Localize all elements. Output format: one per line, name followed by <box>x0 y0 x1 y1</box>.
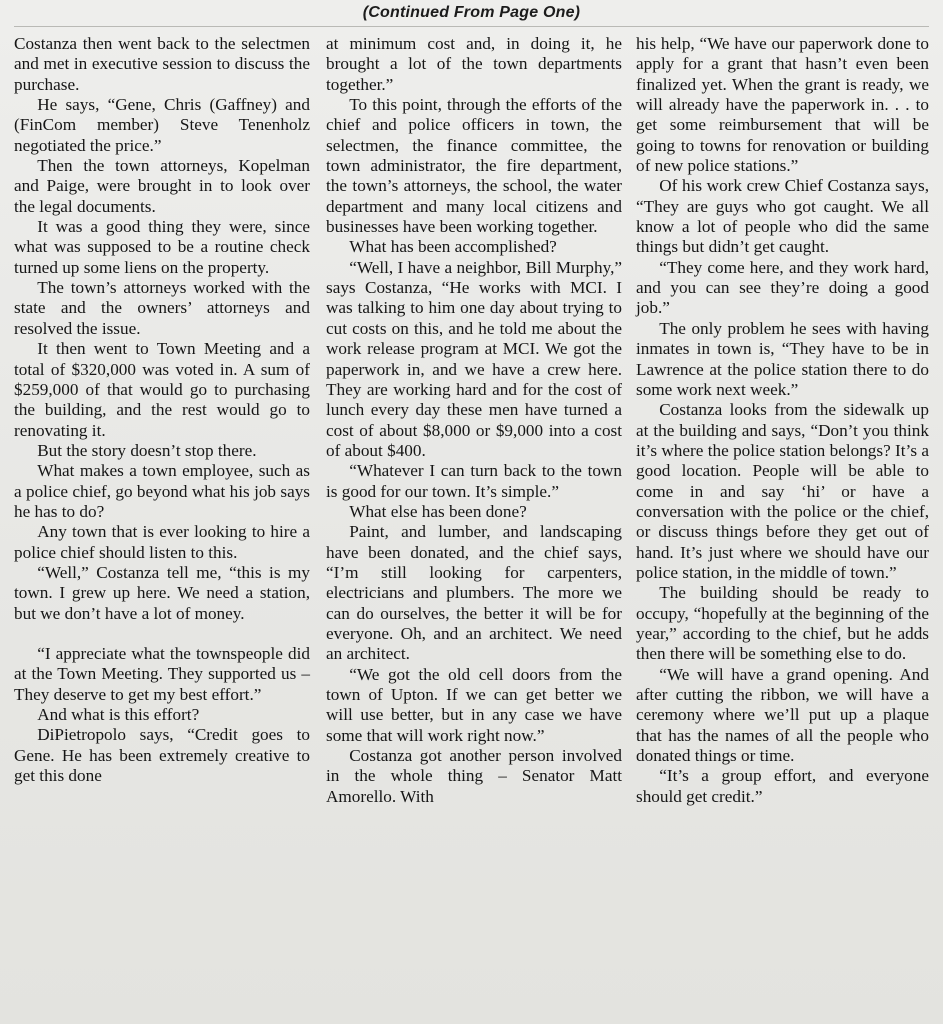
paragraph: Costanza looks from the sidewalk up at the building and says, “Don’t you think it’s where the police station belongs? It’s a good location. People will be able to come in and say ‘hi’ or have a conversation with the police or the chief, or discuss things before they get out of hand. It’s just where we should have our police station, in the middle of town.” <box>636 400 929 582</box>
paragraph: What makes a town employee, such as a police chief, go beyond what his job says he has to do? <box>14 461 310 521</box>
continued-from-page-one-banner: (Continued From Page One) <box>362 4 581 21</box>
paragraph: And what is this effort? <box>37 705 200 724</box>
paragraph: “Whatever I can turn back to the town is good for our town. It’s simple.” <box>326 461 622 501</box>
paragraph: “We got the old cell doors from the town of Upton. If we can get better we will use better, but in any case we have some that will work right now.” <box>326 664 622 745</box>
paragraph: Costanza got another person involved in the whole thing – Senator Matt Amorello. With <box>326 746 622 806</box>
paragraph: “We will have a grand opening. And after cutting the ribbon, we will have a ceremony where we’ll put up a plaque that has the names of all the people who donated things or time. <box>636 664 929 766</box>
paragraph: To this point, through the efforts of the chief and police officers in town, the selectmen, the finance committee, the town administrator, the fire department, the town’s attorneys, the school, the water department and many local citizens and businesses have been working together. <box>326 95 622 237</box>
paragraph: DiPietropolo says, “Credit goes to Gene. He has been extremely creative to get this done <box>14 725 310 786</box>
paragraph: It then went to Town Meeting and a total of $320,000 was voted in. A sum of $259,000 of that would go to purchasing the building, and the rest would go to renovating it. <box>14 339 310 440</box>
article-column-3 <box>636 34 929 807</box>
paragraph: Paint, and lumber, and landscaping have been donated, and the chief says, “I’m still looking for carpenters, electricians and plumbers. The more we can do ourselves, the better it will be for everyone. Oh, and an architect. We need an architect. <box>326 522 622 664</box>
paragraph: “Well, I have a neighbor, Bill Murphy,” says Costanza, “He works with MCI. I was talking to him one day about trying to cut costs on this, and he told me about the work release program at MCI. We got the paperwork in, and we have a crew here. They are working hard and for the cost of lunch every day these men have turned a cost of about $8,000 or $9,000 into a cost of about $400. <box>326 257 622 460</box>
article-column-1 <box>14 34 310 786</box>
paragraph: The only problem he sees with having inmates in town is, “They have to be in Lawrence at the police station there to do some work next week.” <box>636 318 929 399</box>
paragraph: Of his work crew Chief Costanza says, “They are guys who got caught. We all know a lot of people who did the same things but didn’t get caught. <box>636 176 929 257</box>
paragraph: “It’s a group effort, and everyone should get credit.” <box>636 766 929 806</box>
paragraph: The building should be ready to occupy, “hopefully at the beginning of the year,” according to the chief, but he adds then there will be something else to do. <box>636 583 929 664</box>
paragraph: at minimum cost and, in doing it, he brought a lot of the town departments together.” <box>326 34 622 94</box>
paragraph: But the story doesn’t stop there. <box>37 440 257 460</box>
paragraph: What has been accomplished? <box>349 237 557 257</box>
paragraph: It was a good thing they were, since what was supposed to be a routine check turned up some liens on the property. <box>14 217 310 277</box>
paragraph: Costanza then went back to the selectmen and met in executive session to discuss the purchase. <box>14 34 310 94</box>
paragraph: What else has been done? <box>349 501 527 521</box>
paragraph: “I appreciate what the townspeople did at the Town Meeting. They supported us – They deserve to get my best effort.” <box>14 643 310 704</box>
paragraph: He says, “Gene, Chris (Gaffney) and (FinCom member) Steve Tenenholz negotiated the price.” <box>14 95 310 155</box>
article-column-2 <box>326 34 622 807</box>
paragraph: “Well,” Costanza tell me, “this is my town. I grew up here. We need a station, but we don’t have a lot of money. <box>14 562 310 623</box>
paragraph: The town’s attorneys worked with the state and the owners’ attorneys and resolved the issue. <box>14 278 310 338</box>
paragraph: “They come here, and they work hard, and you can see they’re doing a good job.” <box>636 257 929 318</box>
paragraph: his help, “We have our paperwork done to apply for a grant that hasn’t even been finalized yet. When the grant is ready, we will already have the paperwork in. . . to get some reimbursement that will be going to towns for renovation or building of new police stations.” <box>636 34 929 176</box>
paragraph: Then the town attorneys, Kopelman and Paige, were brought in to look over the legal documents. <box>14 156 310 216</box>
banner-divider <box>14 26 929 27</box>
paragraph: Any town that is ever looking to hire a police chief should listen to this. <box>14 522 310 562</box>
